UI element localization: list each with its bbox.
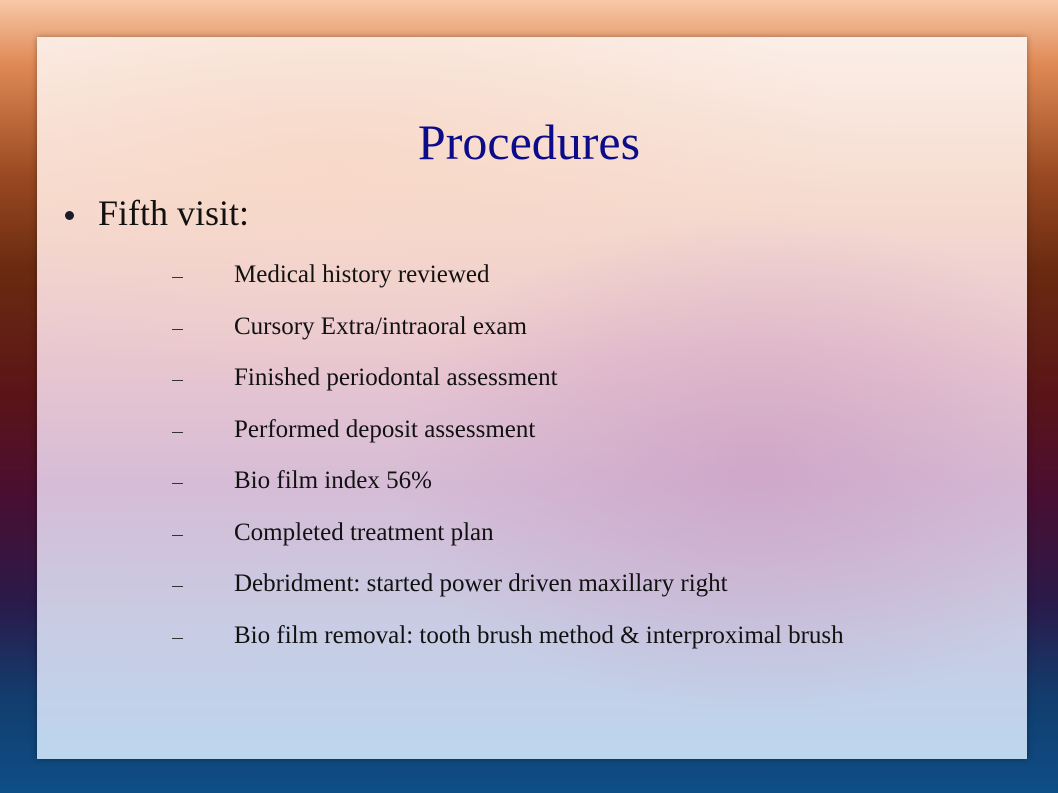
- dash-bullet-icon: [172, 638, 183, 639]
- list-item-text: Bio film removal: tooth brush method & interproximal brush: [234, 621, 844, 649]
- list-item: [167, 257, 1007, 293]
- filled-circle-bullet-icon: [65, 211, 74, 220]
- slide-title: Procedures: [417, 114, 641, 170]
- dash-bullet-icon: [172, 586, 183, 587]
- dash-bullet-icon: [172, 277, 183, 278]
- list-item-text: Medical history reviewed: [234, 261, 490, 288]
- main-bullet-item: [65, 192, 249, 234]
- list-item-text: Performed deposit assessment: [234, 415, 536, 443]
- dash-bullet-icon: [172, 380, 183, 381]
- main-bullet-label: Fifth visit:: [98, 193, 250, 233]
- list-item: [167, 618, 1007, 654]
- list-item: [167, 515, 1007, 551]
- list-item: [167, 566, 1007, 602]
- list-item: [167, 309, 1007, 345]
- list-item-text: Debridment: started power driven maxillary right: [234, 570, 728, 597]
- list-item-text: Completed treatment plan: [234, 518, 494, 546]
- list-item-text: Bio film index 56%: [234, 467, 432, 494]
- list-item-text: Cursory Extra/intraoral exam: [234, 312, 527, 340]
- dash-bullet-icon: [172, 329, 183, 330]
- slide-frame: [37, 37, 1027, 759]
- dash-bullet-icon: [172, 535, 183, 536]
- list-item: [167, 360, 1007, 396]
- sub-bullet-list: [167, 257, 1007, 669]
- dash-bullet-icon: [172, 432, 183, 433]
- dash-bullet-icon: [172, 483, 183, 484]
- list-item: [167, 412, 1007, 448]
- list-item: [167, 463, 1007, 499]
- list-item-text: Finished periodontal assessment: [234, 364, 558, 391]
